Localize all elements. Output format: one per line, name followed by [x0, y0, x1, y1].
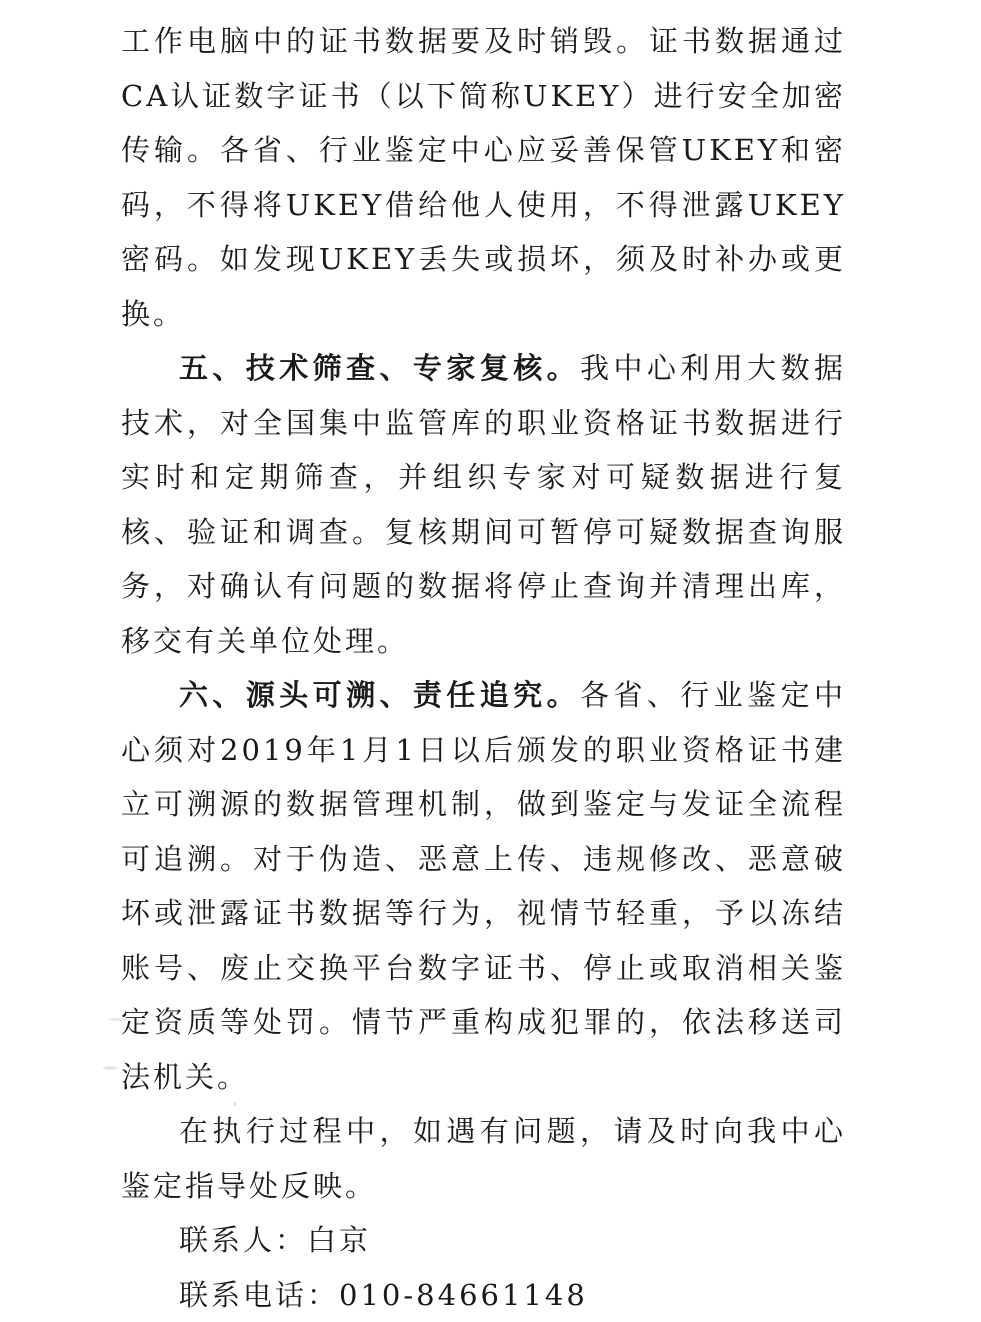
contact-phone-label: 联系电话：	[179, 1278, 339, 1312]
section-5-heading: 五、技术筛查、专家复核。	[179, 351, 580, 385]
opening-paragraph-text: 工作电脑中的证书数据要及时销毁。证书数据通过CA认证数字证书（以下简称UKEY）进行安全加密传输。各省、行业鉴定中心应妥善保管UKEY和密码，不得将UKEY借给他人使用，不得泄露UKEY密码。如发现UKEY丢失或损坏，须及时补办或更换。	[121, 24, 846, 331]
section-6-heading: 六、源头可溯、责任追究。	[179, 678, 580, 712]
closing-paragraph-text: 在执行过程中，如遇有问题，请及时向我中心鉴定指导处反映。	[121, 1114, 846, 1203]
section-5-paragraph	[121, 341, 846, 668]
scan-mark	[103, 1066, 117, 1070]
closing-paragraph	[121, 1104, 846, 1213]
section-5-body: 我中心利用大数据技术，对全国集中监管库的职业资格证书数据进行实时和定期筛查，并组织专家对可疑数据进行复核、验证和调查。复核期间可暂停可疑数据查询服务，对确认有问题的数据将停止查询并清理出库，移交有关单位处理。	[121, 351, 846, 658]
opening-paragraph	[121, 14, 846, 341]
document-body	[121, 14, 846, 1322]
contact-person-name: 白京	[307, 1223, 371, 1257]
contact-person-label: 联系人：	[179, 1223, 307, 1257]
scan-mark	[108, 1018, 128, 1021]
section-6-paragraph	[121, 668, 846, 1104]
contact-person-line	[121, 1213, 846, 1268]
scan-mark	[233, 1102, 237, 1106]
contact-phone-line	[121, 1268, 846, 1322]
contact-phone-number: 010-84661148	[339, 1278, 588, 1312]
section-6-body: 各省、行业鉴定中心须对2019年1月1日以后颁发的职业资格证书建立可溯源的数据管理机制，做到鉴定与发证全流程可追溯。对于伪造、恶意上传、违规修改、恶意破坏或泄露证书数据等行为，视情节轻重，予以冻结账号、废止交换平台数字证书、停止或取消相关鉴定资质等处罚。情节严重构成犯罪的，依法移送司法机关。	[121, 678, 846, 1094]
